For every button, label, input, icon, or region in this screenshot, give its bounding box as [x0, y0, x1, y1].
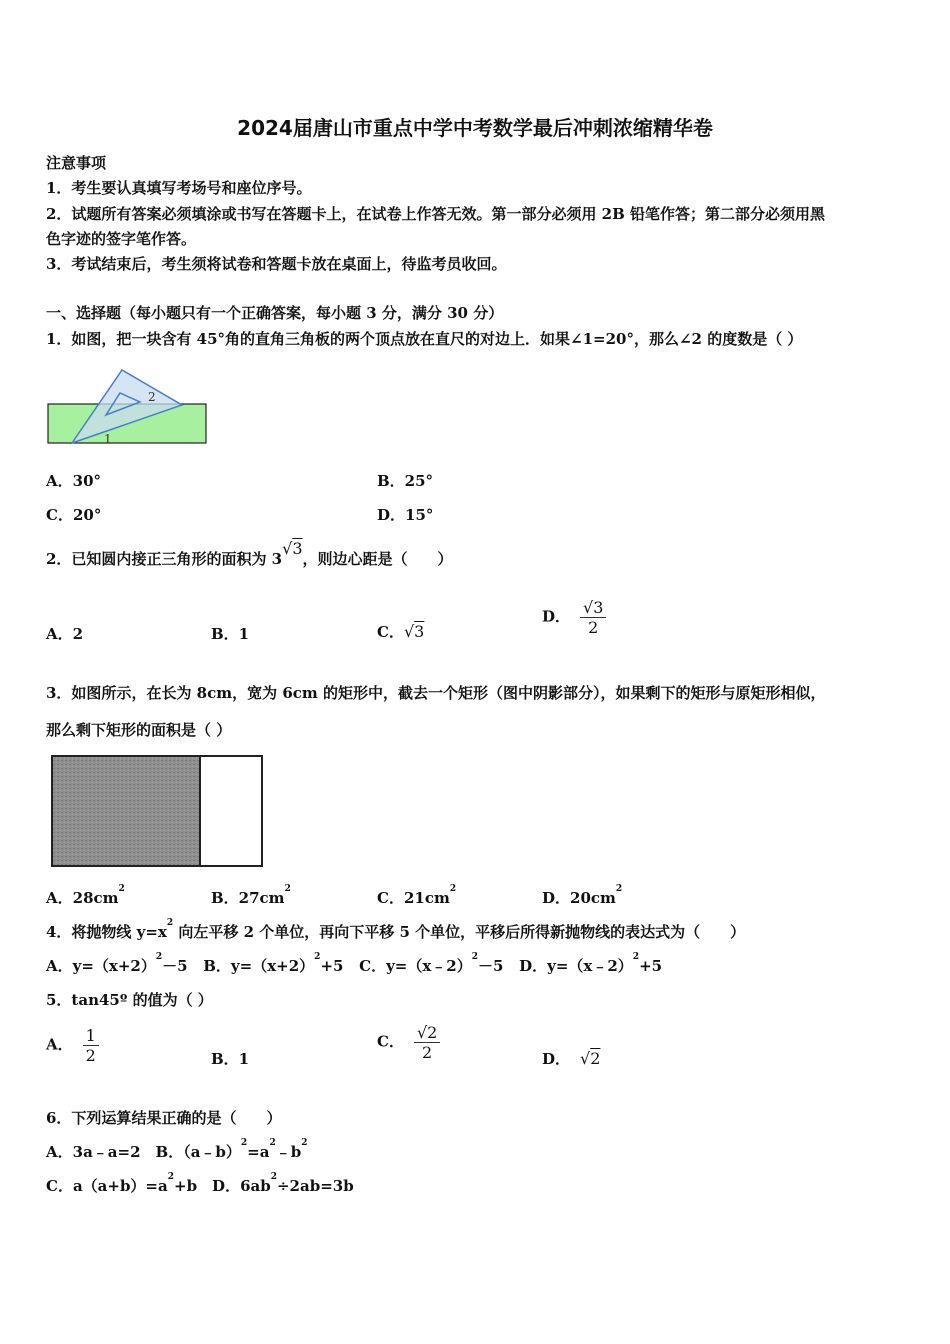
notice-item: 1．考生要认真填写考场号和座位序号。 — [46, 179, 312, 197]
q1-option-b: B．25° — [377, 472, 434, 490]
section-heading: 一、选择题（每小题只有一个正确答案，每小题 3 分，满分 30 分） — [46, 304, 504, 322]
q4-option-b: B．$y=(x+2)^2+5$ — [203, 952, 344, 975]
q5-stem: 5．tan45º 的值为（ ） — [46, 991, 213, 1009]
rectangle-figure — [46, 752, 276, 872]
angle-label-2: 2 — [148, 390, 156, 404]
q4-option-a: A．$y=(x+2)^2-5$ — [46, 952, 188, 975]
q2-option-d: D． $\frac{√3}{2}$ — [542, 598, 606, 637]
q3-stem-line1: 3．如图所示，在长为 8cm，宽为 6cm 的矩形中，截去一个矩形（图中阴影部分），如果剩下的矩形与原矩形相似， — [46, 684, 826, 702]
q1-stem: 1．如图，把一块含有 45°角的直角三角板的两个顶点放在直尺的对边上．如果∠1=20°，那么∠2 的度数是（ ） — [46, 330, 803, 348]
q3-option-a: A．$28cm^2$ — [46, 884, 125, 907]
q2-option-b: B．1 — [211, 625, 250, 643]
notice-item: 3．考试结束后，考生须将试卷和答题卡放在桌面上，待监考员收回。 — [46, 255, 507, 273]
shaded-rectangle — [52, 756, 200, 866]
q2-option-c: C．√3 — [377, 622, 425, 641]
q5-option-a: A． $\frac{1}{2}$ — [46, 1026, 99, 1065]
q6-options-cd: C．$a(a+b)=a^2+b$ D．$6ab^2\div 2ab=3b$ — [46, 1172, 354, 1195]
q2-option-a: A．2 — [46, 625, 84, 643]
angle-label-1: 1 — [104, 432, 112, 446]
q3-option-b: B．$27cm^2$ — [211, 884, 291, 907]
q6-options-ab: A．3a﹣a=2 B．$(a﹣b)^2=a^2﹣b^2$ — [46, 1138, 308, 1161]
q2-stem: 2．已知圆内接正三角形的面积为 3√3，则边心距是（ ） — [46, 539, 453, 568]
q1-option-d: D．15° — [377, 506, 434, 524]
q6-stem: 6．下列运算结果正确的是（ ） — [46, 1109, 282, 1127]
notice-heading: 注意事项 — [46, 154, 107, 172]
notice-item: 2．试题所有答案必须填涂或书写在答题卡上，在试卷上作答无效。第一部分必须用 2B 铅笔作答；第二部分必须用黑 — [46, 205, 826, 223]
page-title: 2024届唐山市重点中学中考数学最后冲刺浓缩精华卷 — [237, 116, 713, 140]
q1-option-c: C．20° — [46, 506, 102, 524]
notice-item: 色字迹的签字笔作答。 — [46, 230, 197, 248]
q5-option-c: C． $\frac{√2}{2}$ — [377, 1023, 440, 1062]
q1-option-a: A．30° — [46, 472, 102, 490]
q3-option-c: C．$21cm^2$ — [377, 884, 457, 907]
q3-option-d: D．$20cm^2$ — [542, 884, 623, 907]
q5-option-b: B．1 — [211, 1050, 250, 1068]
q4-option-d: D．y=（x﹣2）$^2$+5 — [519, 952, 663, 975]
q4-stem: 4．将抛物线 $y=x^2$ 向左平移 2 个单位，再向下平移 5 个单位，平移后所得新抛物线的表达式为（ ） — [46, 918, 746, 941]
q4-options — [46, 952, 663, 976]
q5-option-d: D． √2 — [542, 1049, 601, 1068]
q3-stem-line2: 那么剩下矩形的面积是（ ） — [46, 721, 232, 739]
q4-option-c: C．y=（x﹣2）$^2$－5 — [359, 952, 504, 975]
ruler-triangle-figure — [44, 365, 214, 450]
